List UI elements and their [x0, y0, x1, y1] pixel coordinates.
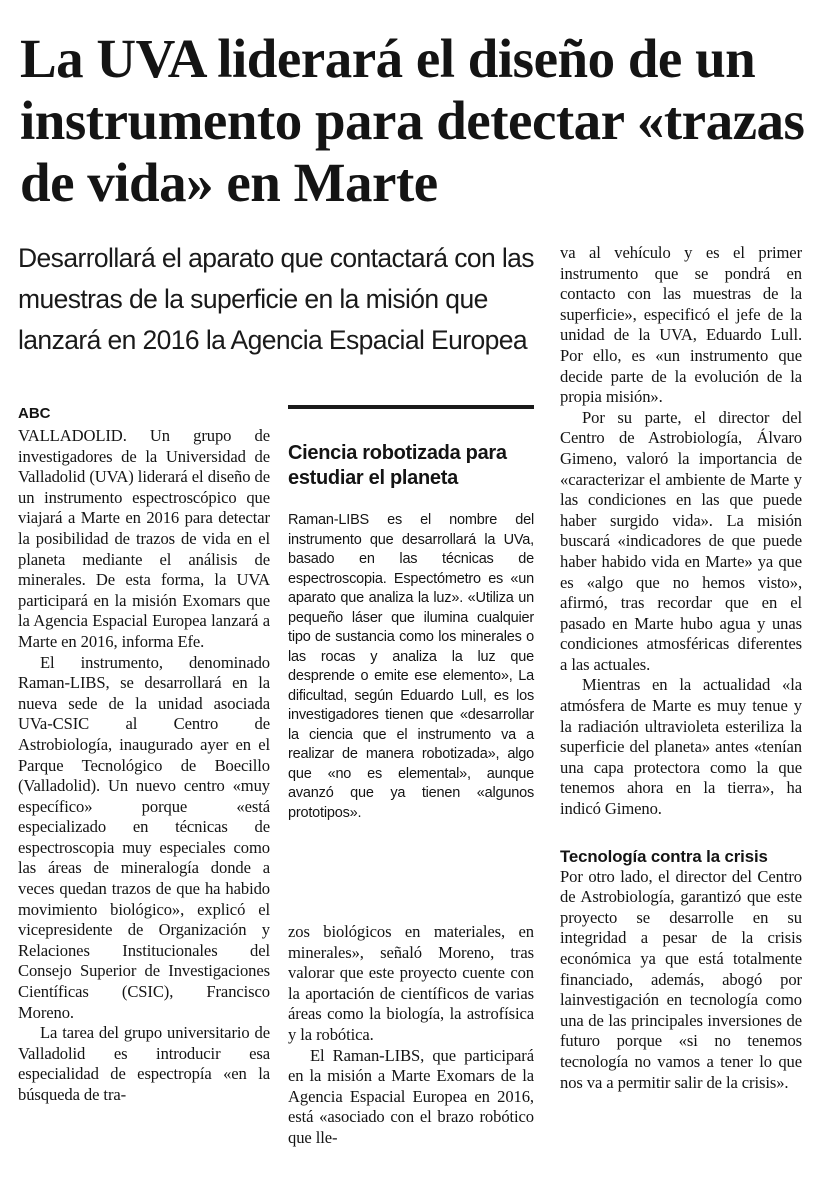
- paragraph: El instrumento, denominado Raman-LIBS, se desarrollará en la nueva sede de la unidad asociada UVa-CSIC al Centro de Astrobiología, inaugurado ayer en el Parque Tecnológico de Boecillo (Valladolid). Un nuevo centro «muy específico» porque «está especializado en técnicas de espectroscopia muy especiales como las áreas de mineralogía donde a veces quedan trazos de que ha habido movimiento biológico», explicó el vicepresidente de Organización y Relaciones Institucionales del Consejo Superior de Investigaciones Científicas (CSIC), Francisco Moreno.: [18, 652, 270, 1022]
- byline: ABC: [18, 405, 51, 422]
- paragraph: VALLADOLID. Un grupo de investigadores de la Universidad de Valladolid (UVA) liderará el diseño de un instrumento espectroscópico que viajará a Marte en 2016 para detectar la posibilidad de trazos de vida en el planeta mediante el análisis de minerales. De esta forma, la UVA participará en la misión Exomars que la Agencia Espacial Europea lanzará a Marte en 2016, informa Efe.: [18, 426, 270, 651]
- article-column-3: [560, 243, 802, 1093]
- paragraph: va al vehículo y es el primer instrumento que se pondrá en contacto con las muestras de la superficie», especificó el jefe de la unidad de la UVA, Eduardo Lull. Por ello, es «un instrumento que decide parte de la evolución de la propia misión».: [560, 243, 802, 407]
- paragraph: Mientras en la actualidad «la atmósfera de Marte es muy tenue y la radiación ultravioleta esteriliza la superficie del planeta» antes «tenían una capa protectora como la que tenemos ahora en la tierra», ha indicó Gimeno.: [560, 675, 802, 819]
- article-column-1: [18, 426, 270, 1106]
- deck-subtitle: Desarrollará el aparato que contactará con las muestras de la superficie en la misión que lanzará en 2016 la Agencia Espacial Europea: [18, 243, 534, 355]
- paragraph: La tarea del grupo universitario de Valladolid es introducir esa especialidad de espectropía «en la búsqueda de tra-: [18, 1023, 270, 1104]
- paragraph: zos biológicos en materiales, en minerales», señaló Moreno, tras valorar que este proyecto cuente con la aportación de científicos de varias áreas como la biología, la astrofísica y la robótica.: [288, 922, 534, 1044]
- paragraph: El Raman-LIBS, que participará en la misión a Marte Exomars de la Agencia Espacial Europea en 2016, está «asociado con el brazo robótico que lle-: [288, 1045, 534, 1147]
- section-subhead: Tecnología contra la crisis: [560, 846, 768, 866]
- sidebar-box: [288, 405, 534, 879]
- paragraph: Por otro lado, el director del Centro de Astrobiología, garantizó que este proyecto se desarrolle en su integridad a pesar de la crisis económica ya que está totalmente financiado, además, abogó por lainvestigación en tecnología como una de las principales inversiones de futuro porque «si no tenemos tecnología no vamos a tener lo que nos va a permitir salir de la crisis».: [560, 866, 802, 1092]
- paragraph: Por su parte, el director del Centro de Astrobiología, Álvaro Gimeno, valoró la importancia de «caracterizar el ambiente de Marte y las condiciones en las que puede haber surgido vida». La misión buscará «indicadores de que puede haber habido vida en Marte» ya que es «algo que no hemos visto», afirmó, tras recordar que en el pasado en Marte hubo agua y unas condiciones atmosféricas diferentes a las actuales.: [560, 407, 802, 674]
- headline: La UVA liderará el diseño de un instrumento para detectar «trazas de vida» en Marte: [20, 28, 805, 213]
- sidebar-title: Ciencia robotizada para estudiar el planeta: [288, 442, 507, 489]
- sidebar-body: Raman-LIBS es el nombre del instrumento que desarrollará la UVa, basado en las técnicas de espectroscopia. Espectómetro es «un aparato que analiza la luz». «Utiliza un pequeño láser que ilumina cualquier tipo de sustancia como los minerales o las rocas y analiza la luz que desprende o emite ese elemento», La dificultad, según Eduardo Lull, es los investigadores tienen que «desarrollar la ciencia que el instrumento va a realizar de manera robotizada», algo que «no es elemental», aunque avanzó que ya tienen «algunos prototipos».: [288, 512, 534, 821]
- article-column-2: [288, 922, 534, 1149]
